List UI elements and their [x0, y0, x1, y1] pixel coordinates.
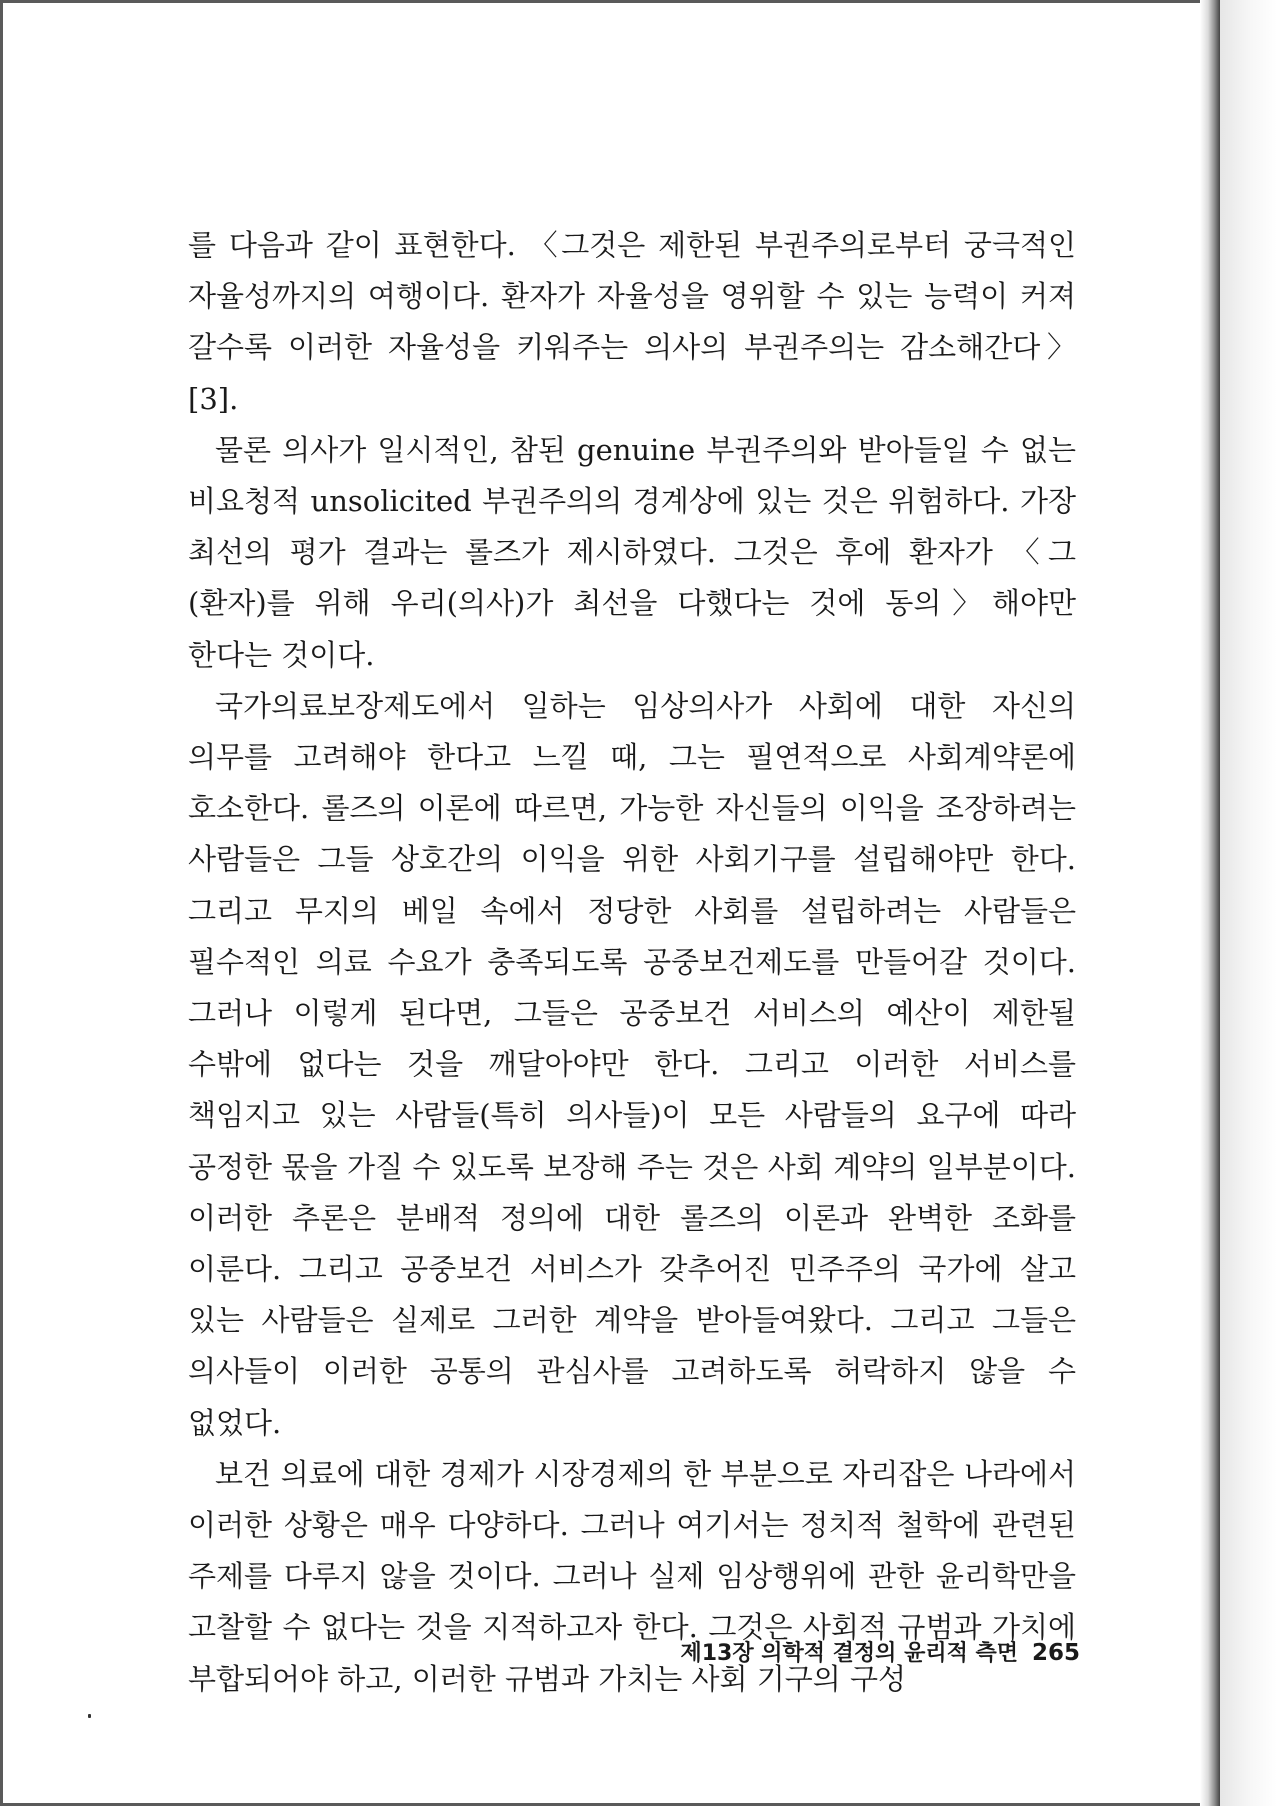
paragraph-continuation: 를 다음과 같이 표현한다. 〈그것은 제한된 부권주의로부터 궁극적인 자율성까지의 여행이다. 환자가 자율성을 영위할 수 있는 능력이 커져 갈수록 이러한 자율성을 키워주는 의사의 부권주의는 감소해간다〉[3].: [188, 228, 1076, 416]
running-footer: [560, 1636, 1080, 1667]
page-curl-edge: [1200, 0, 1220, 1806]
chapter-title: 제13장 의학적 결정의 윤리적 측면: [680, 1641, 1018, 1666]
page-number: 265: [1031, 1640, 1080, 1666]
paragraph-social-contract: 국가의료보장제도에서 일하는 임상의사가 사회에 대한 자신의 의무를 고려해야 한다고 느낄 때, 그는 필연적으로 사회계약론에 호소한다. 롤즈의 이론에 따르면, 가능한 자신들의 이익을 조장하려는 사람들은 그들 상호간의 이익을 위한 사회기구를 설립해야만 한다. 그리고 무지의 베일 속에서 정당한 사회를 설립하려는 사람들은 필수적인 의료 수요가 충족되도록 공중보건제도를 만들어갈 것이다. 그러나 이렇게 된다면, 그들은 공중보건 서비스의 예산이 제한될 수밖에 없다는 것을 깨달아야만 한다. 그리고 이러한 서비스를 책임지고 있는 사람들(특히 의사들)이 모든 사람들의 요구에 따라 공정한 몫을 가질 수 있도록 보장해 주는 것은 사회 계약의 일부분이다. 이러한 추론은 분배적 정의에 대한 롤즈의 이론과 완벽한 조화를 이룬다. 그리고 공중보건 서비스가 갖추어진 민주주의 국가에 살고 있는 사람들은 실제로 그러한 계약을 받아들여왔다. 그리고 그들은 의사들이 이러한 공통의 관심사를 고려하도록 허락하지 않을 수 없었다.: [188, 688, 1076, 1440]
body-text: [188, 220, 1076, 1705]
scan-speck: [88, 1714, 91, 1718]
paragraph-paternalism: 물론 의사가 일시적인, 참된 genuine 부권주의와 받아들일 수 없는 비요청적 unsolicited 부권주의의 경계상에 있는 것은 위험하다. 가장 최선의 평가 결과는 롤즈가 제시하였다. 그것은 후에 환자가 〈그(환자)를 위해 우리(의사)가 최선을 다했다는 것에 동의〉해야만 한다는 것이다.: [188, 432, 1076, 672]
paragraph-market-economy: 보건 의료에 대한 경제가 시장경제의 한 부분으로 자리잡은 나라에서 이러한 상황은 매우 다양하다. 그러나 여기서는 정치적 철학에 관련된 주제를 다루지 않을 것이다. 그러나 실제 임상행위에 관한 윤리학만을 고찰할 수 없다는 것을 지적하고자 한다. 그것은 사회적 규범과 가치에 부합되어야 하고, 이러한 규범과 가치는 사회 기구의 구성: [188, 1456, 1076, 1696]
page-edge-shadow: [1220, 0, 1277, 1806]
